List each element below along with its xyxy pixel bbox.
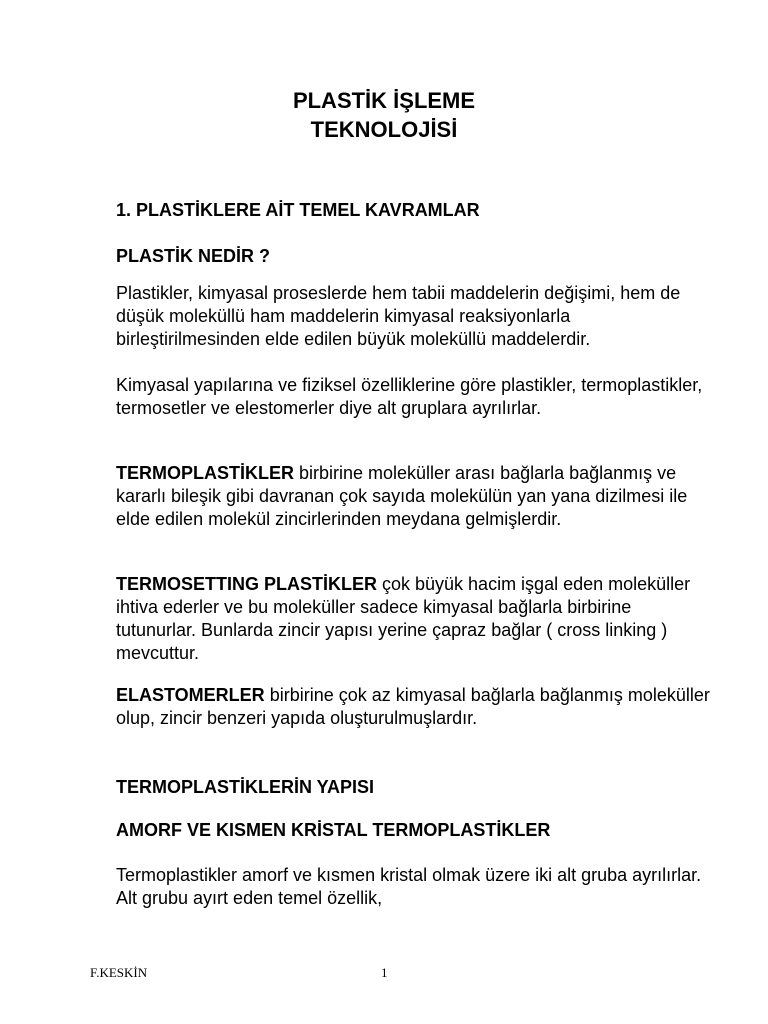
paragraph-intro-1: Plastikler, kimyasal proseslerde hem tabii maddelerin değişimi, hem de düşük moleküllü ham maddelerin kimyasal reaksiyonlarla birleştirilmesinden elde edilen büyük moleküllü maddelerdir. <box>116 283 681 349</box>
paragraph-thermosetting <box>116 573 716 665</box>
text-elastomers: birbirine çok az kimyasal bağlarla bağlanmış moleküller olup, zincir benzeri yapıda oluşturulmuşlardır. <box>116 685 710 728</box>
subheading-thermoplastic-structure: TERMOPLASTİKLERİN YAPISI <box>116 777 375 797</box>
text-thermoplastics: birbirine moleküller arası bağlarla bağlanmış ve kararlı bileşik gibi davranan çok sayıda molekülün yan yana dizilmesi ile elde edilen molekül zincirlerinden meydana gelmişlerdir. <box>116 463 688 529</box>
footer-author: F.KESKİN <box>90 965 148 980</box>
footer-page-number: 1 <box>381 965 388 980</box>
text-thermosetting: çok büyük hacim işgal eden moleküller ihtiva ederler ve bu moleküller sadece kimyasal bağlarla birbirine tutunurlar. Bunlarda zincir yapısı yerine çapraz bağlar ( cross linking ) mevcuttur. <box>116 574 691 663</box>
document-title-line1: PLASTİK İŞLEME <box>292 88 476 113</box>
document-title-line2: TEKNOLOJİSİ <box>310 117 458 142</box>
paragraph-thermoplastics <box>116 462 716 531</box>
term-elastomers: ELASTOMERLER <box>116 685 265 705</box>
subheading-amorphous-crystalline: AMORF VE KISMEN KRİSTAL TERMOPLASTİKLER <box>116 820 551 840</box>
term-thermoplastics: TERMOPLASTİKLER <box>116 463 294 483</box>
paragraph-amorphous: Termoplastikler amorf ve kısmen kristal olmak üzere iki alt gruba ayrılırlar. Alt grubu ayırt eden temel özellik, <box>116 865 702 908</box>
paragraph-intro-2: Kimyasal yapılarına ve fiziksel özelliklerine göre plastikler, termoplastikler, termosetler ve elestomerler diye alt gruplara ayrılırlar. <box>116 375 703 418</box>
paragraph-elastomers <box>116 684 716 730</box>
term-thermosetting: TERMOSETTING PLASTİKLER <box>116 574 377 594</box>
subheading-what-is-plastic: PLASTİK NEDİR ? <box>116 246 271 266</box>
section-heading: 1. PLASTİKLERE AİT TEMEL KAVRAMLAR <box>116 200 480 220</box>
